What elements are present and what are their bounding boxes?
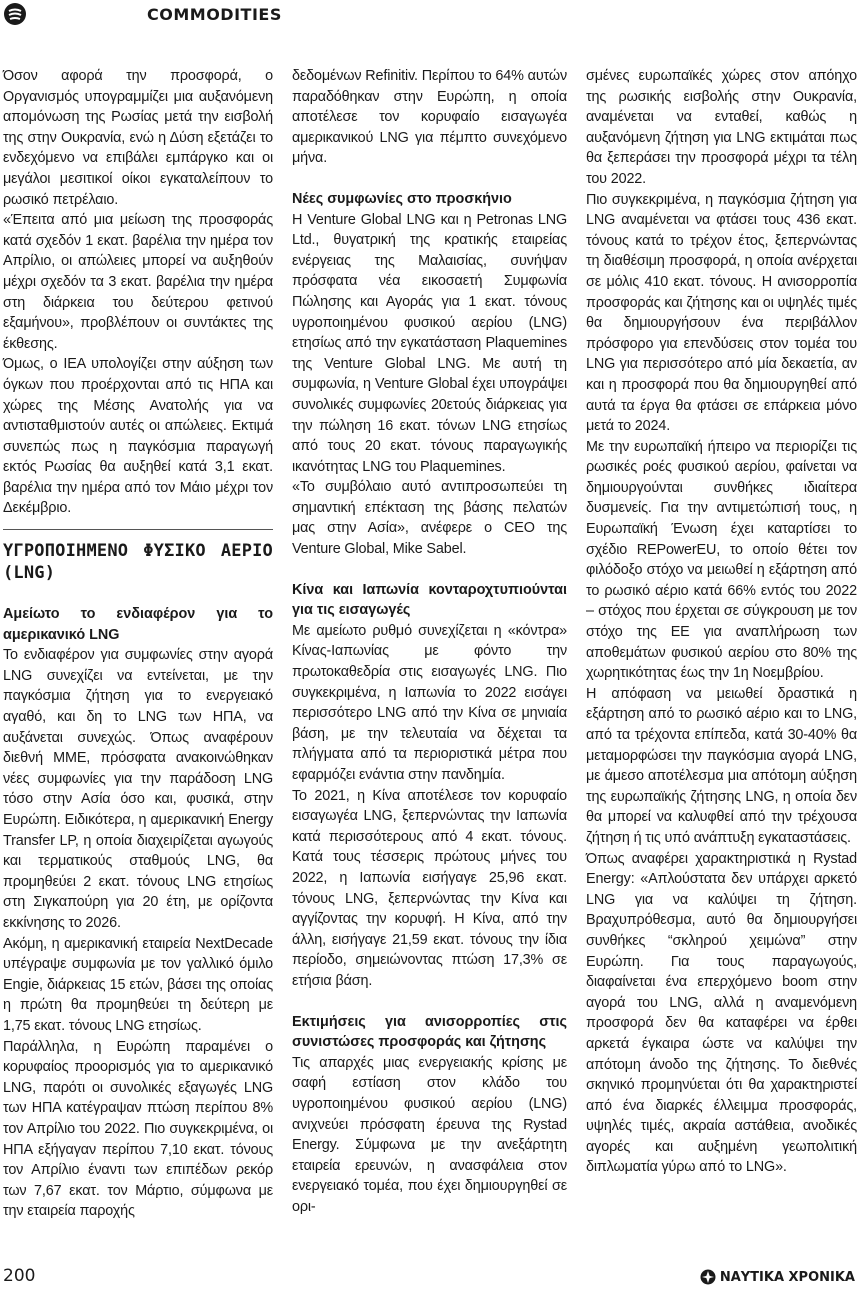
paragraph: Το 2021, η Κίνα αποτέλεσε τον κορυφαίο εισαγωγέα LNG, ξεπερνώντας την Ιαπωνία κατά περισσότερους από 4 εκατ. τόνους. Κατά τους τέσσερις πρώτους μήνες του 2022, η Ιαπωνία εισήγαγε 25,96 εκατ. τόνους LNG, ξεπερνώντας την Κίνα και αγγίζοντας την κορυφή. Η Κίνα, από την άλλη, εισήγαγε 21,59 εκατ. τόνους την ίδια περίοδο, σημειώνοντας πτώση 17,3% σε ετήσια βάση.: [292, 787, 567, 989]
paragraph: σμένες ευρωπαϊκές χώρες στον απόηχο της ρωσικής εισβολής στην Ουκρανία, αναμένεται να ενταθεί, καθώς η αυξανόμενη ζήτηση για LNG εκτιμάται πως θα ξεπεράσει την προσφορά μέχρι τα τέλη του 2022.: [586, 68, 857, 187]
compass-logo-icon: [700, 1269, 716, 1285]
article-column-1: [3, 66, 273, 1222]
paragraph: «Το συμβόλαιο αυτό αντιπροσωπεύει τη σημαντική επέκταση της βάσης πελατών μας στην Ασία», ανέφερε ο CEO της Venture Global, Mike Sabel.: [292, 479, 567, 558]
paragraph: Με την ευρωπαϊκή ήπειρο να περιορίζει τις ρωσικές ροές φυσικού αερίου, φαίνεται να δημιουργούνται συνθήκες ιδιαίτερα δυσμενείς. Για την αντιμετώπισή τους, η Ευρωπαϊκή Ένωση έχει καταρτίσει το σχέδιο REPowerEU, το οποίο θέτει τον φιλόδοξο στόχο να μειωθεί η εξάρτηση από το ρωσικό αέριο κατά 66% εντός του 2022 – στόχος που έρχεται σε σύγκρουση με τον στόχο της ΕΕ για αναπλήρωση των αποθεμάτων φυσικού αερίου στο 80% της χωρητικότητας έως την 1η Νοεμβρίου.: [586, 438, 857, 682]
paragraph: Όπως αναφέρει χαρακτηριστικά η Rystad Energy: «Απλούστατα δεν υπάρχει αρκετό LNG για να καλύψει τη ζήτηση. Βραχυπρόθεσμα, αυτό θα δημιουργήσει συνθήκες “σκληρού χειμώνα” στην Ευρώπη. Για τους παραγωγούς, διαφαίνεται ένα επερχόμενο boom στην αγορά του LNG, αλλά η αναμενόμενη προσφορά δεν θα καταφέρει να έρθει αρκετά έγκαιρα ώστε να καλύψει την απότομη άνοδο της ζήτησης. Το διεθνές σκηνικό προμηνύεται ότι θα χαρακτηριστεί από ένα διαρκές έλλειμμα προσφοράς, υψηλές τιμές, ακραία αστάθεια, ανοδικές αγορές και αυξημένη γεωπολιτική διπλωματία γύρω από το LNG».: [586, 850, 857, 1176]
page-header: [0, 0, 857, 28]
paragraph: Ακόμη, η αμερικανική εταιρεία NextDecade υπέγραψε συμφωνία με τον γαλλικό όμιλο Engie, διάρκειας 15 ετών, βάσει της οποίας η πρώτη θα προμηθεύει τη δεύτερη με 1,75 εκατ. τόνους LNG ετησίως.: [3, 935, 273, 1034]
paragraph: Παράλληλα, η Ευρώπη παραμένει ο κορυφαίος προορισμός για το αμερικανικό LNG, παρότι οι συνολικές εξαγωγές LNG των ΗΠΑ κατέγραψαν πτώση περίπου 8% τον Απρίλιο του 2022. Πιο συγκεκριμένα, οι ΗΠΑ εξήγαγαν περίπου 7,10 εκατ. τόνους τον Απρίλιο έναντι των επιπέδων ρεκόρ των 7,67 εκατ. τον Μάρτιο, σύμφωνα με την εταιρεία παροχής: [3, 1038, 273, 1220]
page-number: 200: [3, 1266, 36, 1286]
paragraph: Η Venture Global LNG και η Petronas LNG Ltd., θυγατρική της κρατικής εταιρείας ενέργειας της Μαλαισίας, συνήψαν πρόσφατα νέα εικοσαετή Συμφωνία Πώλησης και Αγοράς για 1 εκατ. τόνους υγροποιημένου φυσικού αερίου (LNG) ετησίως από την εγκατάσταση Plaquemines της Venture Global LNG. Με αυτή τη συμφωνία, η Venture Global έχει υπογράψει συνολικές συμφωνίες 20ετούς διάρκειας για την πώληση 16 εκατ. τόνων LNG ετησίως από τους 20 εκατ. τόνους παραγωγικής ικανότητας LNG του Plaquemines.: [292, 211, 567, 475]
paragraph: Τις απαρχές μιας ενεργειακής κρίσης με σαφή εστίαση στον κλάδο του υγροποιημένου φυσικού αερίου (LNG) ανιχνεύει πρόσφατη έρευνα της Rystad Energy. Σύμφωνα με την ανεξάρτητη εταιρεία ερευνών, η ανασφάλεια στον ενεργειακό τομέα, που έχει δημιουργηθεί σε ορι-: [292, 1054, 567, 1215]
paragraph: Πιο συγκεκριμένα, η παγκόσμια ζήτηση για LNG αναμένεται να φτάσει τους 436 εκατ. τόνους κατά το τρέχον έτος, ξεπερνώντας τη διαθέσιμη προσφορά, η οποία ανέρχεται σε μόλις 410 εκατ. τόνους. Η ανισορροπία προσφοράς και ζήτησης και οι υψηλές τιμές θα δημιουργήσουν ένα περιβάλλον πρόσφορο για επενδύσεις στον τομέα του LNG για περισσότερο από μία δεκαετία, αν και η προσφορά που θα δημιουργηθεί από αυτά τα έργα θα φτάσει σε επάρκεια μόνο μετά το 2024.: [586, 191, 857, 435]
paragraph: Όσον αφορά την προσφορά, ο Οργανισμός υπογραμμίζει μια αυξανόμενη απομόνωση της Ρωσίας μετά την εισβολή της στην Ουκρανία, ενώ η Δύση εξετάζει το ενδεχόμενο να επιβάλει εμπάργκο και οι μεγάλοι μεσιτικοί οίκοι εγκαταλείπουν το ρωσικό πετρέλαιο.: [3, 68, 273, 208]
article-column-2: [292, 66, 567, 1217]
subheading: Αμείωτο το ενδιαφέρον για το αμερικανικό LNG: [3, 606, 273, 643]
section-title-commodities: COMMODITIES: [147, 5, 282, 24]
paragraph: Το ενδιαφέρον για συμφωνίες στην αγορά LNG συνεχίζει να εντείνεται, με την παγκόσμια ζήτηση για το ενεργειακό αγαθό, και δη το LNG των ΗΠΑ, να αυξάνεται συνεχώς. Όπως αναφέρουν διεθνή ΜΜΕ, πρόσφατα ανακοινώθηκαν νέες συμφωνίες για την παράδοση LNG τόσο στην Ασία όσο και, φυσικά, στην Ευρώπη. Ειδικότερα, η αμερικανική Energy Transfer LP, η οποία διαχειρίζεται αγωγούς και τερματικούς σταθμούς LNG, θα προμηθεύει 2 εκατ. τόνους LNG ετησίως στη Σιγκαπούρη για 20 έτη, με ορίζοντα εκκίνησης το 2026.: [3, 647, 273, 931]
section-badge-icon: [2, 2, 32, 26]
paragraph: Όμως, ο ΙΕΑ υπολογίζει στην αύξηση των όγκων που προέρχονται από τις ΗΠΑ και χώρες της Μέσης Ανατολής για να αντισταθμιστούν αυτές οι απώλειες. Εκτιμά συνεπώς πως η παγκόσμια παραγωγή εκτός Ρωσίας θα αυξηθεί κατά 3,1 εκατ. βαρέλια την ημέρα από τον Μάιο μέχρι τον Δεκέμβριο.: [3, 356, 273, 517]
publication-brand: [700, 1269, 855, 1285]
paragraph: Η απόφαση να μειωθεί δραστικά η εξάρτηση από το ρωσικό αέριο και το LNG, από τα τρέχοντα επίπεδα, κατά 30-40% θα μεταμορφώσει την παγκόσμια αγορά LNG, με άμεσο αποτέλεσμα μια απότομη αύξηση της ευρωπαϊκής ζήτησης LNG, η οποία δεν θα μπορεί να καλυφθεί από την τρέχουσα ζήτηση ή τις υπό ανάπτυξη εγκαταστάσεις.: [586, 685, 857, 846]
section-heading-lng: ΥΓΡΟΠΟΙΗΜΕΝΟ ΦΥΣΙΚΟ ΑΕΡΙΟ (LNG): [3, 541, 273, 584]
paragraph: «Έπειτα από μια μείωση της προσφοράς κατά σχεδόν 1 εκατ. βαρέλια την ημέρα τον Απρίλιο, οι απώλειες μπορεί να αυξηθούν μέχρι σχεδόν τα 3 εκατ. βαρέλια την ημέρα στη διάρκεια του δεύτερου φετινού εξαμήνου», προβλέπουν οι συντάκτες της έκθεσης.: [3, 212, 273, 352]
subheading: Εκτιμήσεις για ανισορροπίες στις συνιστώσες προσφοράς και ζήτησης: [292, 1013, 567, 1051]
article-column-3: [586, 66, 857, 1178]
section-divider: [3, 529, 273, 530]
subheading: Κίνα και Ιαπωνία κονταροχτυπιούνται για τις εισαγωγές: [292, 581, 567, 619]
brand-name: ΝΑΥΤΙΚΑ ΧΡΟΝΙΚΑ: [719, 1269, 855, 1285]
paragraph: Με αμείωτο ρυθμό συνεχίζεται η «κόντρα» Κίνας-Ιαπωνίας με φόντο την πρωτοκαθεδρία στις εισαγωγές LNG. Πιο συγκεκριμένα, η Ιαπωνία το 2022 εισάγει περισσότερο LNG από την Κίνα σε μηνιαία βάση, με την τελευταία να δέχεται τα πλήγματα από τα περιοριστικά μέτρα που εφαρμόζει ενάντια στην πανδημία.: [292, 622, 567, 783]
paragraph: δεδομένων Refinitiv. Περίπου το 64% αυτών παραδόθηκαν στην Ευρώπη, η οποία αποτέλεσε τον κορυφαίο εισαγωγέα αμερικανικού LNG για πέμπτο συνεχόμενο μήνα.: [292, 68, 567, 167]
subheading: Νέες συμφωνίες στο προσκήνιο: [292, 190, 512, 207]
